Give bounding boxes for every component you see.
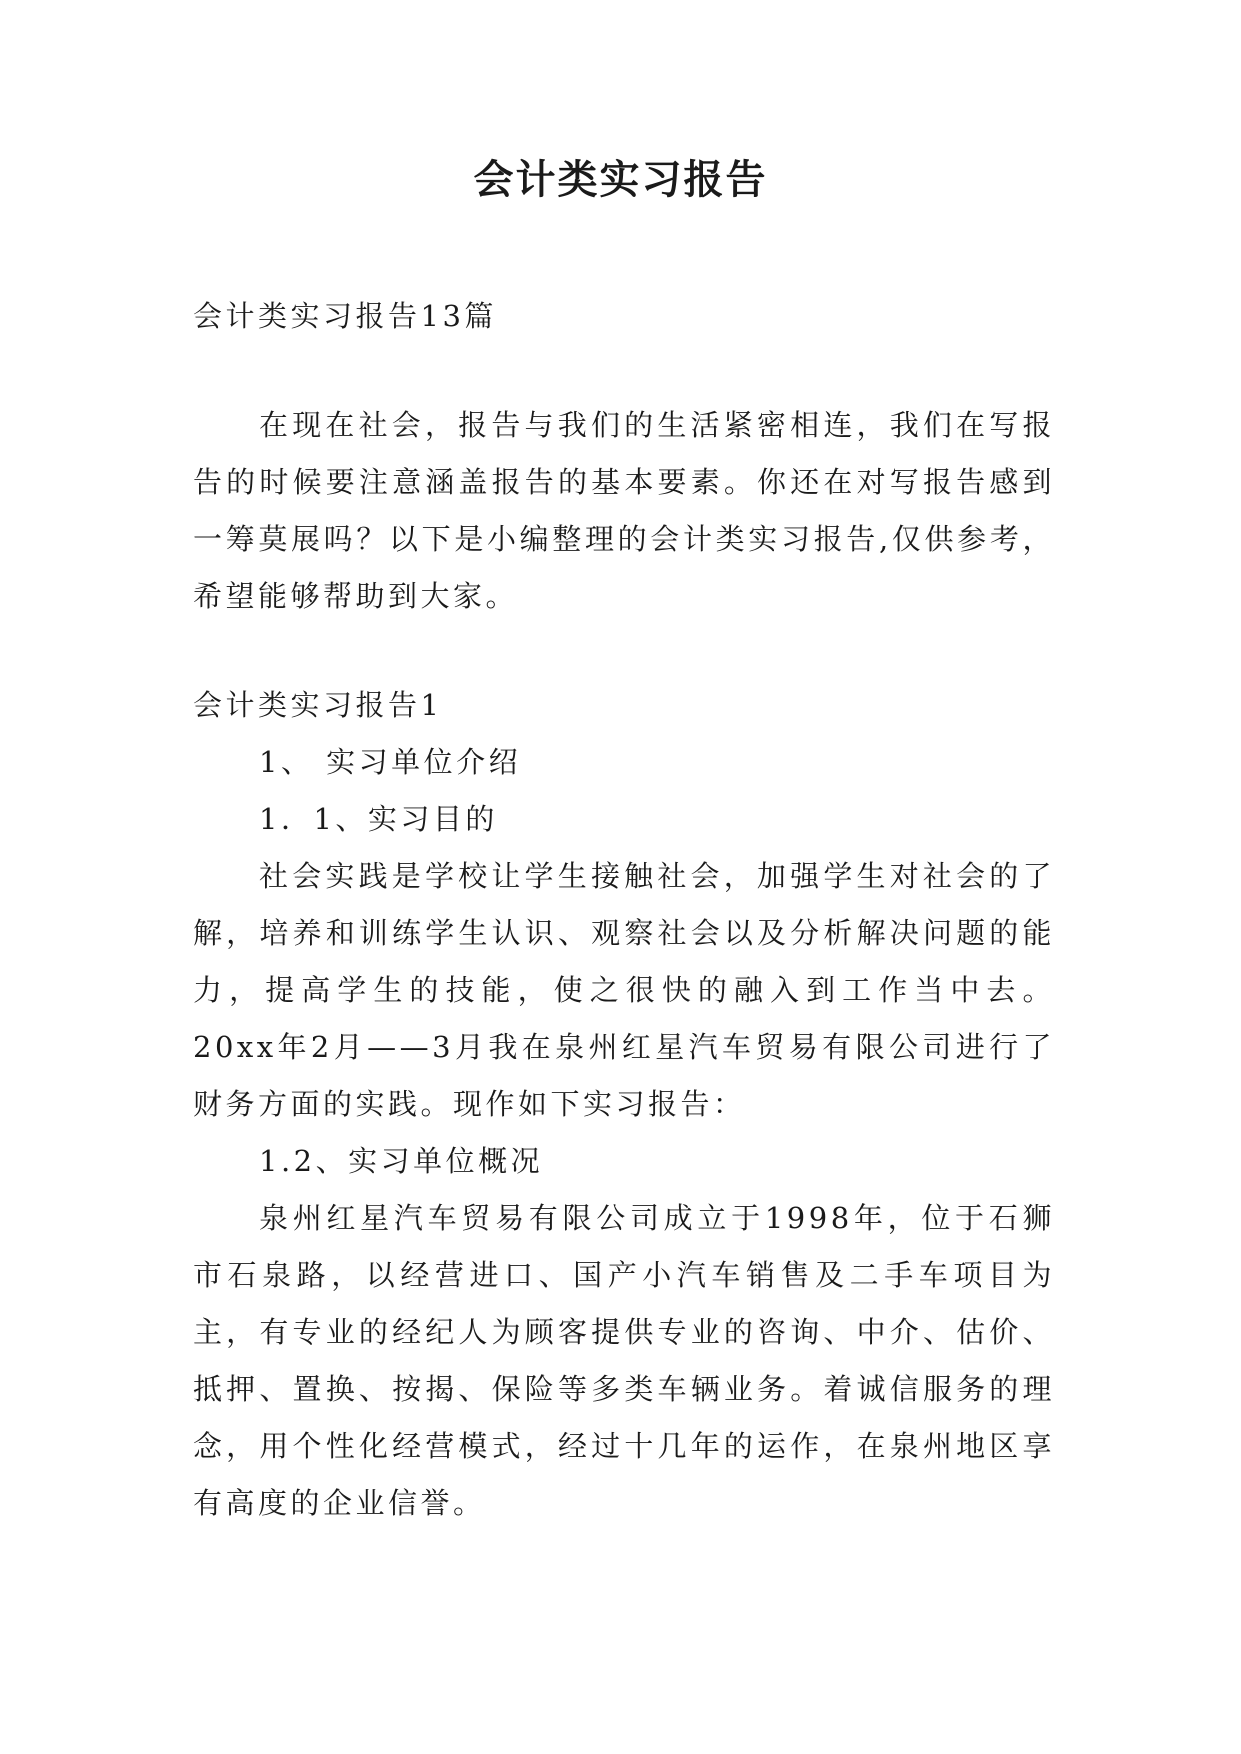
heading-unit-intro: 1、 实习单位介绍 bbox=[259, 745, 522, 779]
section-heading: 会计类实习报告1 bbox=[193, 688, 443, 722]
spacer bbox=[193, 345, 1055, 397]
spacer bbox=[193, 625, 1055, 677]
purpose-paragraph: 社会实践是学校让学生接触社会，加强学生对社会的了解，培养和训练学生认识、观察社会以及分析解决问题的能力，提高学生的技能，使之很快的融入到工作当中去。20xx年2月——3月我在泉州红星汽车贸易有限公司进行了财务方面的实践。现作如下实习报告： bbox=[193, 859, 1055, 1121]
overview-paragraph: 泉州红星汽车贸易有限公司成立于1998年，位于石狮市石泉路，以经营进口、国产小汽车销售及二手车项目为主，有专业的经纪人为顾客提供专业的咨询、中介、估价、抵押、置换、按揭、保险等多类车辆业务。着诚信服务的理念，用个性化经营模式，经过十几年的运作，在泉州地区享有高度的企业信誉。 bbox=[193, 1201, 1055, 1520]
document-body bbox=[193, 288, 1055, 1532]
heading-overview: 1.2、实习单位概况 bbox=[259, 1144, 544, 1178]
document-subtitle: 会计类实习报告13篇 bbox=[193, 299, 497, 333]
intro-paragraph: 在现在社会，报告与我们的生活紧密相连，我们在写报告的时候要注意涵盖报告的基本要素。你还在对写报告感到一筹莫展吗？以下是小编整理的会计类实习报告,仅供参考，希望能够帮助到大家。 bbox=[193, 408, 1055, 613]
heading-purpose: 1．1、实习目的 bbox=[259, 802, 498, 836]
document-title: 会计类实习报告 bbox=[473, 156, 768, 203]
